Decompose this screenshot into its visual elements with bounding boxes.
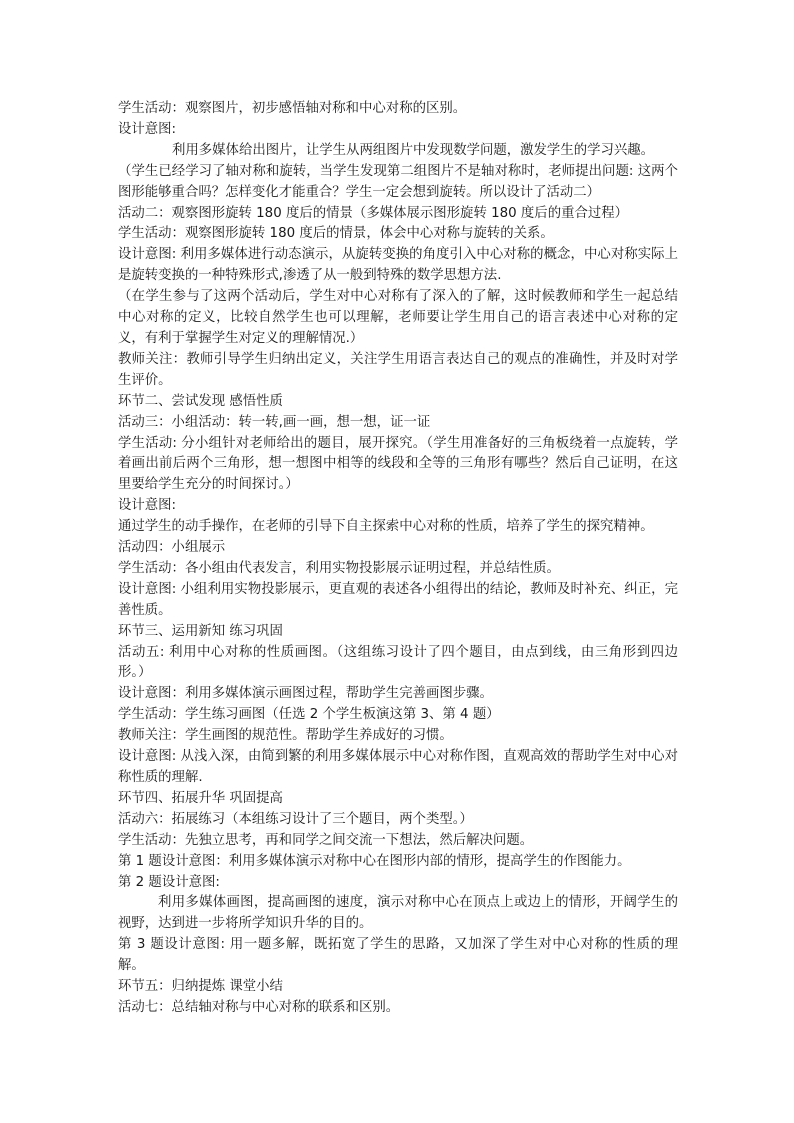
paragraph-design-intent-5b: 设计意图: 从浅入深，由简到繁的利用多媒体展示中心对称作图，直观高效的帮助学生对中心对称性质的理解. [118,749,678,785]
paragraph-design-intent-2: 设计意图: 利用多媒体进行动态演示，从旋转变换的角度引入中心对称的概念，中心对称实际上是旋转变换的一种特殊形式,渗透了从一般到特殊的数学思想方法. [118,247,678,284]
paragraph-activity-7: 活动七：总结轴对称与中心对称的联系和区别。 [118,999,400,1015]
section-heading-3: 环节三、运用新知 练习巩固 [118,623,283,639]
paragraph-question-2-intent-label: 第 2 题设计意图: [118,874,220,890]
paragraph-design-intent-4: 设计意图: 小组利用实物投影展示，更直观的表述各小组得出的结论，教师及时补充、纠正，完善性质。 [118,581,678,618]
paragraph-student-activity-4: 学生活动：各小组由代表发言，利用实物投影展示证明过程，并总结性质。 [118,560,560,576]
paragraph-question-1-intent: 第 1 题设计意图：利用多媒体演示对称中心在图形内部的情形，提高学生的作图能力。 [118,853,631,869]
paragraph-student-activity-5: 学生活动：学生练习画图（任选 2 个学生板演这第 3、第 4 题） [118,707,500,723]
paragraph-activity-5: 活动五: 利用中心对称的性质画图。（这组练习设计了四个题目，由点到线，由三角形到四边形。） [118,644,678,681]
section-heading-2: 环节二、尝试发现 感悟性质 [118,393,283,409]
paragraph-student-activity-6: 学生活动：先独立思考，再和同学之间交流一下想法，然后解决问题。 [118,832,534,848]
section-heading-5: 环节五：归纳提炼 课堂小结 [118,979,283,995]
section-heading-4: 环节四、拓展升华 巩固提高 [118,790,283,806]
paragraph-design-intent-5: 设计意图：利用多媒体演示画图过程，帮助学生完善画图步骤。 [118,686,493,702]
paragraph-activity-2: 活动二：观察图形旋转 180 度后的情景（多媒体展示图形旋转 180 度后的重合过程） [118,205,629,221]
paragraph-note-1: （学生已经学习了轴对称和旋转，当学生发现第二组图片不是轴对称时，老师提出问题: 这两个图形能够重合吗？怎样变化才能重合？学生一定会想到旋转。所以设计了活动二） [118,163,678,200]
paragraph-student-activity-2: 学生活动：观察图形旋转 180 度后的情景，体会中心对称与旋转的关系。 [118,226,554,242]
document-body [118,99,678,1019]
paragraph-student-activity-3: 学生活动: 分小组针对老师给出的题目，展开探究。（学生用准备好的三角板绕着一点旋转，学着画出前后两个三角形，想一想图中相等的线段和全等的三角形有哪些？然后自己证明，在这里要给学生充分的时间探讨。） [118,435,678,493]
paragraph-note-2: （在学生参与了这两个活动后，学生对中心对称有了深入的了解，这时候教师和学生一起总结中心对称的定义，比较自然学生也可以理解，老师要让学生用自己的语言表述中心对称的定义，有利于掌握学生对定义的理解情况.） [118,289,678,346]
paragraph-activity-3: 活动三：小组活动：转一转,画一画，想一想，证一证 [118,414,431,430]
paragraph-design-intent-label-1: 设计意图: [118,121,177,137]
paragraph-teacher-focus-1: 教师关注：教师引导学生归纳出定义，关注学生用语言表达自己的观点的准确性，并及时对学生评价。 [118,351,678,388]
paragraph-design-intent-text-1: 利用多媒体给出图片，让学生从两组图片中发现数学问题，激发学生的学习兴趣。 [172,142,655,158]
paragraph-question-3-intent: 第 3 题设计意图: 用一题多解，既拓宽了学生的思路，又加深了学生对中心对称的性质的理解。 [118,937,678,974]
paragraph-activity-6: 活动六：拓展练习（本组练习设计了三个题目，两个类型。） [118,811,473,827]
paragraph-teacher-focus-5: 教师关注：学生画图的规范性。帮助学生养成好的习惯。 [118,728,453,744]
paragraph-question-2-intent-text: 利用多媒体画图，提高画图的速度，演示对称中心在顶点上或边上的情形，开阔学生的视野，达到进一步将所学知识升华的目的。 [118,895,678,932]
paragraph-design-intent-text-3: 通过学生的动手操作，在老师的引导下自主探索中心对称的性质，培养了学生的探究精神。 [118,519,654,535]
paragraph-activity-4: 活动四：小组展示 [118,540,226,556]
paragraph-design-intent-label-3: 设计意图: [118,498,177,514]
paragraph-student-activity-1: 学生活动：观察图片，初步感悟轴对称和中心对称的区别。 [118,101,467,116]
